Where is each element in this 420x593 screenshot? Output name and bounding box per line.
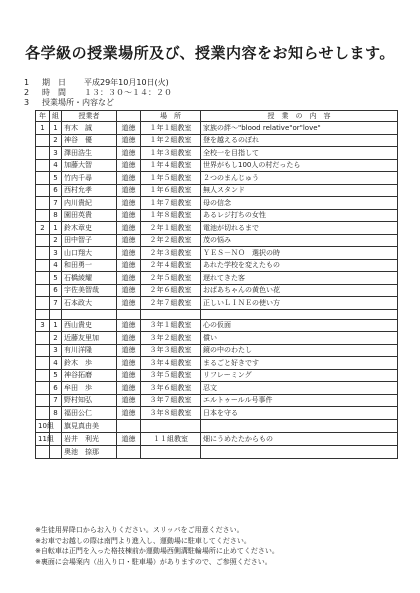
cell-place: ３年８組教室 [141,407,201,420]
cell-content: 無人スタンド [201,184,398,197]
info-key: 時 間 [42,88,66,97]
table-row [36,344,398,357]
cell-content: 茂の悩み [201,234,398,247]
cell-content: 鏡の中のわたし [201,344,398,357]
table-row [36,407,398,420]
cell-place: １年２組教室 [141,134,201,147]
cell-content [201,419,398,432]
cell-place: ３年２組教室 [141,332,201,345]
table-row [36,259,398,272]
cell-teacher: 旗見真由美 [62,419,117,432]
cell-content: ＹＥＳ－ＮＯ 選択の時 [201,247,398,260]
cell-teacher: 西村允孝 [62,184,117,197]
cell-subject: 道徳 [117,297,141,310]
cell-teacher: 鈴木 歩 [62,357,117,370]
cell-subject: 道徳 [117,344,141,357]
cell-subject [117,419,141,432]
cell-content: リフレーミング [201,369,398,382]
cell-class [50,309,62,319]
cell-grade [36,394,50,407]
table-row [36,234,398,247]
table-row [36,284,398,297]
cell-grade [36,147,50,160]
cell-content: 忍文 [201,382,398,395]
cell-teacher: 園田英貴 [62,209,117,222]
cell-subject: 道徳 [117,272,141,285]
cell-subject [117,309,141,319]
cell-place: １年１組教室 [141,122,201,135]
note-map: ※裏面に会場案内（出入り口・駐車場）がありますので、ご参照ください。 [35,557,272,566]
header-teacher: 授業者 [62,111,117,122]
cell-class: 1 [50,122,62,135]
table-row [36,247,398,260]
cell-teacher: 宇佐美智哉 [62,284,117,297]
cell-place: ２年６組教室 [141,284,201,297]
cell-grade [36,209,50,222]
cell-teacher: 田中智子 [62,234,117,247]
cell-teacher: 内川貴紀 [62,197,117,210]
header-subject [117,111,141,122]
cell-class: 8 [50,209,62,222]
table-row [36,209,398,222]
cell-place: ２年３組教室 [141,247,201,260]
cell-content: あれた学校を変えたもの [201,259,398,272]
cell-subject: 道徳 [117,382,141,395]
cell-place: ３年３組教室 [141,344,201,357]
cell-class: 4 [50,159,62,172]
header-place: 場 所 [141,111,201,122]
cell-teacher: 福田公仁 [62,407,117,420]
cell-content: 登を越えるのぼれ [201,134,398,147]
cell-place: ３年５組教室 [141,369,201,382]
table-row [36,394,398,407]
cell-place: ３年６組教室 [141,382,201,395]
cell-grade [36,309,50,319]
info-number: 1 [24,78,30,87]
cell-teacher: 岩井 利光 [62,432,117,445]
cell-class: 6 [50,284,62,297]
cell-grade [36,184,50,197]
cell-class: 6 [50,184,62,197]
cell-grade [36,134,50,147]
table-row [36,184,398,197]
cell-teacher: 神谷 優 [62,134,117,147]
cell-grade [36,284,50,297]
cell-place [141,309,201,319]
cell-subject: 道徳 [117,284,141,297]
cell-teacher: 奥池 捺那 [62,445,117,458]
cell-content: 家族の絆～"blood relative"or"love" [201,122,398,135]
cell-subject: 道徳 [117,147,141,160]
cell-content: 心の仮面 [201,319,398,332]
cell-class: 4 [50,259,62,272]
cell-place: ２年７組教室 [141,297,201,310]
cell-content [201,445,398,458]
cell-place: ２年５組教室 [141,272,201,285]
cell-teacher: 澤田浩生 [62,147,117,160]
cell-content: 償い [201,332,398,345]
cell-teacher: 石本政大 [62,297,117,310]
cell-class [50,445,62,458]
table-row [36,432,398,445]
cell-teacher: 野村知弘 [62,394,117,407]
info-key: 授業場所・内容など [42,98,114,107]
cell-grade [36,247,50,260]
cell-grade: 1 [36,122,50,135]
info-value: 平成29年10月10日(火) [84,78,169,87]
cell-grade [36,332,50,345]
cell-place: １年７組教室 [141,197,201,210]
cell-content: 遅れてきた客 [201,272,398,285]
cell-subject: 道徳 [117,172,141,185]
table-row [36,147,398,160]
cell-content: おばあちゃんの黄色い花 [201,284,398,297]
cell-subject: 道徳 [117,332,141,345]
cell-teacher: 竹内千尋 [62,172,117,185]
cell-content: 全校一を目指して [201,147,398,160]
cell-place: ３年７組教室 [141,394,201,407]
cell-subject: 道徳 [117,122,141,135]
table-row [36,369,398,382]
cell-class: 7 [50,297,62,310]
cell-place: １１組教室 [141,432,201,445]
cell-grade [36,197,50,210]
cell-content: あるレジ打ちの女性 [201,209,398,222]
cell-grade: 2 [36,222,50,235]
cell-grade [36,234,50,247]
cell-class: 5 [50,272,62,285]
table-row [36,319,398,332]
cell-content: 日本を守る [201,407,398,420]
cell-subject: 道徳 [117,319,141,332]
cell-grade: 10組 [36,419,50,432]
cell-content: 畑にうめたたからもの [201,432,398,445]
cell-grade [36,259,50,272]
cell-subject: 道徳 [117,394,141,407]
header-class: 組 [50,111,62,122]
cell-teacher: 西山貴史 [62,319,117,332]
info-number: 3 [24,98,30,107]
cell-subject: 道徳 [117,134,141,147]
cell-class: 5 [50,172,62,185]
table-row [36,445,398,458]
cell-teacher: 和田勇一 [62,259,117,272]
cell-class: 4 [50,357,62,370]
cell-subject: 道徳 [117,197,141,210]
cell-class: 3 [50,344,62,357]
cell-teacher: 神谷拓磨 [62,369,117,382]
cell-subject [117,445,141,458]
note-bicycle: ※自転車は正門を入った格技棟前か運動場西側溝駐輪場所に止めてください。 [35,547,279,555]
cell-content: 母の信念 [201,197,398,210]
note-parking: ※お車でお越しの際は南門より進入し、運動場に駐車してください。 [35,536,251,545]
cell-grade [36,272,50,285]
cell-place: １年３組教室 [141,147,201,160]
info-date [24,78,169,88]
schedule-table [35,110,398,459]
cell-subject: 道徳 [117,222,141,235]
cell-content: エルトゥールル号事件 [201,394,398,407]
cell-place: ３年４組教室 [141,357,201,370]
cell-grade: 3 [36,319,50,332]
table-row [36,419,398,432]
cell-grade [36,369,50,382]
info-key: 期 日 [42,78,66,87]
cell-teacher: 近藤友里加 [62,332,117,345]
table-header-row [36,111,398,122]
cell-teacher: 牟田 歩 [62,382,117,395]
cell-content [201,309,398,319]
cell-teacher [62,309,117,319]
cell-subject: 道徳 [117,369,141,382]
cell-class: 2 [50,332,62,345]
info-number: 2 [24,88,30,97]
cell-place: １年５組教室 [141,172,201,185]
cell-class: 2 [50,234,62,247]
cell-subject: 道徳 [117,184,141,197]
cell-class: 3 [50,147,62,160]
table-row [36,357,398,370]
cell-class: 7 [50,197,62,210]
cell-class: 8 [50,407,62,420]
cell-teacher: 山口翔大 [62,247,117,260]
cell-place: １年８組教室 [141,209,201,222]
info-time [24,88,172,98]
cell-teacher: 鈴木章史 [62,222,117,235]
cell-subject: 道徳 [117,259,141,272]
table-row [36,297,398,310]
cell-content: ２つのまんじゅう [201,172,398,185]
info-value: １３：３０～１４：２０ [84,88,172,97]
cell-class: 1 [50,222,62,235]
cell-grade [36,297,50,310]
cell-grade [36,344,50,357]
cell-teacher: 石橋綾耀 [62,272,117,285]
cell-content: 電池が切れるまで [201,222,398,235]
table-row [36,172,398,185]
cell-place [141,419,201,432]
cell-place: ３年１組教室 [141,319,201,332]
cell-place: ２年１組教室 [141,222,201,235]
cell-subject: 道徳 [117,247,141,260]
table-row [36,122,398,135]
cell-class: 1 [50,319,62,332]
cell-class: 5 [50,369,62,382]
table-row [36,197,398,210]
cell-grade: 11組 [36,432,50,445]
cell-content: まるごと好きです [201,357,398,370]
cell-content: 世界がもし100人の村だったら [201,159,398,172]
cell-place: ２年４組教室 [141,259,201,272]
note-entrance: ※生徒用昇降口からお入りください。スリッパをご用意ください。 [35,526,244,534]
table-row [36,272,398,285]
info-location [24,98,114,108]
table-row [36,309,398,319]
table-row [36,382,398,395]
cell-grade [36,357,50,370]
cell-subject: 道徳 [117,407,141,420]
cell-place: ２年２組教室 [141,234,201,247]
cell-grade [36,445,50,458]
cell-class: 6 [50,382,62,395]
cell-place [141,445,201,458]
cell-grade [36,159,50,172]
cell-subject: 道徳 [117,159,141,172]
cell-grade [36,407,50,420]
cell-teacher: 加藤大智 [62,159,117,172]
cell-place: １年６組教室 [141,184,201,197]
cell-grade [36,172,50,185]
cell-grade [36,382,50,395]
notes [35,525,405,567]
cell-teacher: 有木 誠 [62,122,117,135]
cell-place: １年４組教室 [141,159,201,172]
cell-class: 3 [50,247,62,260]
page-title: 各学級の授業場所及び、授業内容をお知らせします。 [25,44,395,62]
table-row [36,222,398,235]
table-row [36,332,398,345]
cell-subject: 道徳 [117,432,141,445]
cell-teacher: 有川洋隆 [62,344,117,357]
cell-class: 7 [50,394,62,407]
header-content: 授 業 の 内 容 [201,111,398,122]
table-row [36,134,398,147]
header-grade: 年 [36,111,50,122]
cell-class: 2 [50,134,62,147]
cell-subject: 道徳 [117,234,141,247]
table-row [36,159,398,172]
cell-subject: 道徳 [117,209,141,222]
cell-subject: 道徳 [117,357,141,370]
cell-content: 正しいＬＩＮＥの使い方 [201,297,398,310]
